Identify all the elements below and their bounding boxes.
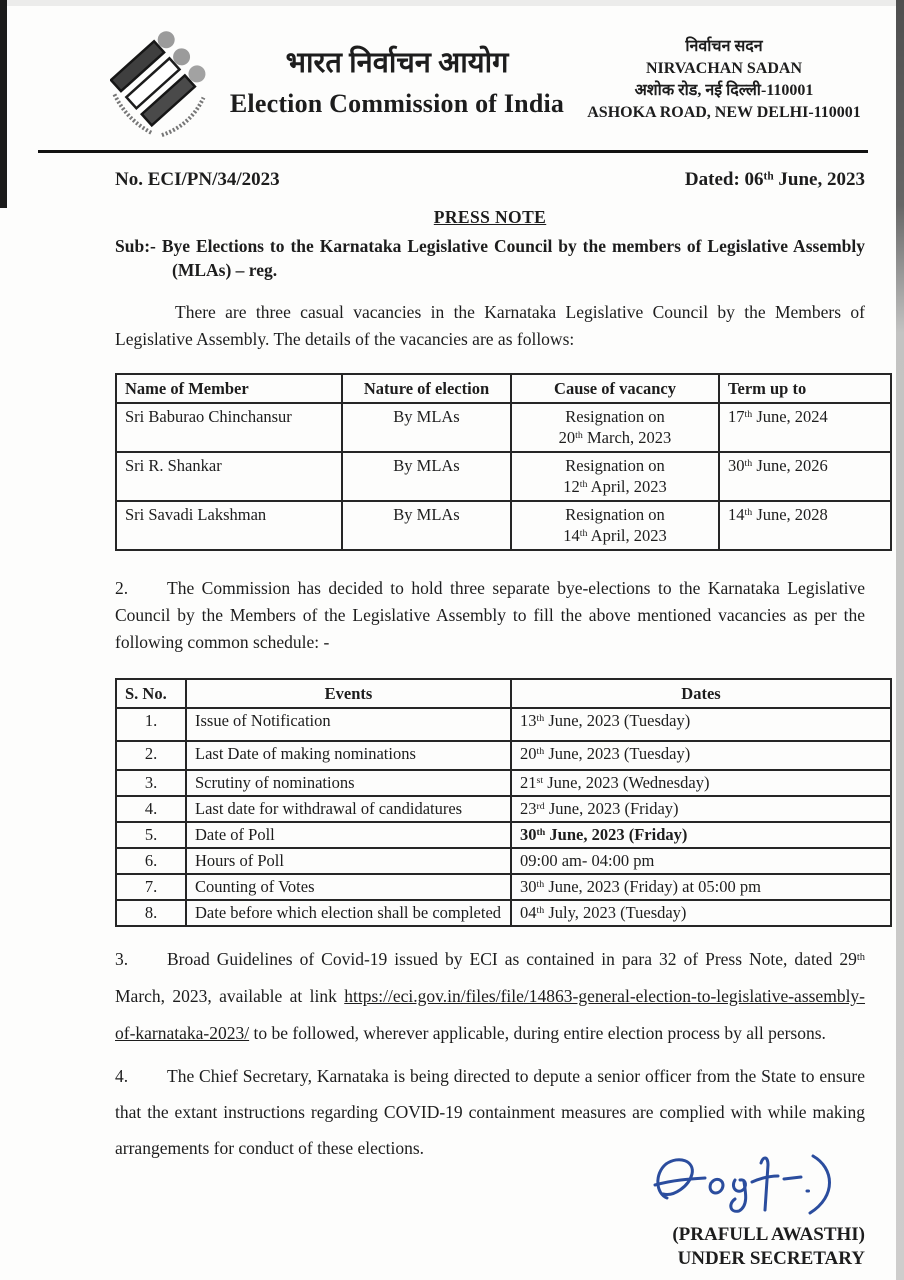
table-row [116,848,891,874]
table-row [116,501,891,550]
signatory-designation: UNDER SECRETARY [677,1248,865,1269]
covid-guidelines-link[interactable]: https://eci.gov.in/files/file/14863-general-election-to-legislative-assembly-of-karnataka-2023/ [115,986,866,1043]
scan-left-edge [0,0,7,208]
schedule-date: 23rd June, 2023 (Friday) [511,796,891,822]
signature-scribble [653,1152,843,1221]
table-row [116,822,891,848]
col-header-events: Events [186,679,511,708]
paragraph-4-text: The Chief Secretary, Karnataka is being directed to depute a senior officer from the State to ensure that the extant instructions regarding COVID-19 containment measures are complied with while making arrangements for conduct of these elections. [115,1066,865,1158]
vacancy-table-header-row [116,374,891,403]
table-row [116,770,891,796]
table-row [116,874,891,900]
address-hindi-line1: निर्वाचन सदन [685,38,763,55]
schedule-table [115,678,892,927]
term-up-to: 30th June, 2026 [719,452,891,501]
cause-line2: 20th March, 2023 [558,428,672,447]
table-row [116,741,891,770]
org-title-block [216,30,578,119]
paragraph-number: 2. [115,578,129,598]
member-name: Sri R. Shankar [116,452,342,501]
paragraph-2 [115,575,865,656]
address-block [578,30,870,124]
schedule-date: 04th July, 2023 (Tuesday) [511,900,891,926]
table-row [116,452,891,501]
paragraph-1: There are three casual vacancies in the Karnataka Legislative Council by the Members of Legislative Assembly. The details of the vacancies are as follows: [115,302,865,349]
schedule-sno: 3. [116,770,186,796]
election-nature: By MLAs [342,452,511,501]
schedule-date: 20th June, 2023 (Tuesday) [511,741,891,770]
col-header-dates: Dates [511,679,891,708]
signatory-name: (PRAFULL AWASTHI) [672,1224,865,1245]
election-nature: By MLAs [342,501,511,550]
election-nature: By MLAs [342,403,511,452]
letterhead [0,0,904,142]
subject-text: Bye Elections to the Karnataka Legislative Council by the members of Legislative Assembly (MLAs) – reg. [161,236,866,280]
schedule-date: 09:00 am- 04:00 pm [511,848,891,874]
eci-logo-icon [110,30,216,142]
paragraph-4 [115,1058,865,1166]
org-name-english: Election Commission of India [229,89,565,118]
document-body [0,153,904,1271]
schedule-event: Date of Poll [186,822,511,848]
subject-label: Sub:- [115,236,156,256]
paragraph-3 [115,941,865,1052]
member-name: Sri Baburao Chinchansur [116,403,342,452]
subject-line [115,234,865,282]
scan-top-band [0,0,904,6]
col-header-nature: Nature of election [342,374,511,403]
scan-right-edge [896,0,904,1280]
cause-line1: Resignation on [565,407,665,426]
address-english-line1: NIRVACHAN SADAN [645,60,803,77]
paragraph-2-text: The Commission has decided to hold three separate bye-elections to the Karnataka Legislative Council by the Members of the Legislative Assembly to fill the above mentioned vacancies as per the following common schedule: - [115,578,865,652]
cause-line2: 12th April, 2023 [563,477,667,496]
term-up-to: 14th June, 2028 [719,501,891,550]
table-row [116,708,891,741]
schedule-sno: 7. [116,874,186,900]
schedule-sno: 6. [116,848,186,874]
schedule-event: Issue of Notification [186,708,511,741]
address-english-line2: ASHOKA ROAD, NEW DELHI-110001 [587,104,861,121]
signature-icon [653,1152,843,1216]
member-name: Sri Savadi Lakshman [116,501,342,550]
signature-block [115,1152,865,1271]
vacancy-table [115,373,892,551]
cause-line2: 14th April, 2023 [563,526,667,545]
schedule-event: Date before which election shall be completed [186,900,511,926]
paragraph-3-pre: Broad Guidelines of Covid-19 issued by ECI as contained in para 32 of Press Note, dated 29th March, 2023, available at link [115,949,865,1006]
eci-logo [110,30,216,142]
reference-line [115,169,865,191]
paragraph-number: 4. [115,1066,129,1086]
org-name-hindi: भारत निर्वाचन आयोग [285,47,509,79]
vacancy-cause [511,403,719,452]
schedule-date: 13th June, 2023 (Tuesday) [511,708,891,741]
cause-line1: Resignation on [565,456,665,475]
schedule-date-poll: 30th June, 2023 (Friday) [511,822,891,848]
schedule-date: 30th June, 2023 (Friday) at 05:00 pm [511,874,891,900]
schedule-event: Last date for withdrawal of candidatures [186,796,511,822]
schedule-event: Hours of Poll [186,848,511,874]
schedule-sno: 5. [116,822,186,848]
col-header-sno: S. No. [116,679,186,708]
date-label: Dated: 06th June, 2023 [684,169,865,190]
reference-number: No. ECI/PN/34/2023 [115,169,280,190]
schedule-event: Last Date of making nominations [186,741,511,770]
schedule-sno: 2. [116,741,186,770]
table-row [116,796,891,822]
schedule-event: Counting of Votes [186,874,511,900]
schedule-table-header-row [116,679,891,708]
schedule-sno: 4. [116,796,186,822]
address-hindi-line2: अशोक रोड, नई दिल्ली-110001 [634,82,814,99]
col-header-term: Term up to [719,374,891,403]
paragraph-3-post: to be followed, wherever applicable, during entire election process by all persons. [253,1023,826,1043]
cause-line1: Resignation on [565,505,665,524]
schedule-sno: 1. [116,708,186,741]
table-row [116,403,891,452]
vacancy-cause [511,501,719,550]
schedule-sno: 8. [116,900,186,926]
schedule-date: 21st June, 2023 (Wednesday) [511,770,891,796]
page-title: PRESS NOTE [433,207,547,227]
col-header-cause: Cause of vacancy [511,374,719,403]
table-row [116,900,891,926]
term-up-to: 17th June, 2024 [719,403,891,452]
vacancy-cause [511,452,719,501]
schedule-event: Scrutiny of nominations [186,770,511,796]
col-header-name: Name of Member [116,374,342,403]
paragraph-number: 3. [115,949,129,969]
